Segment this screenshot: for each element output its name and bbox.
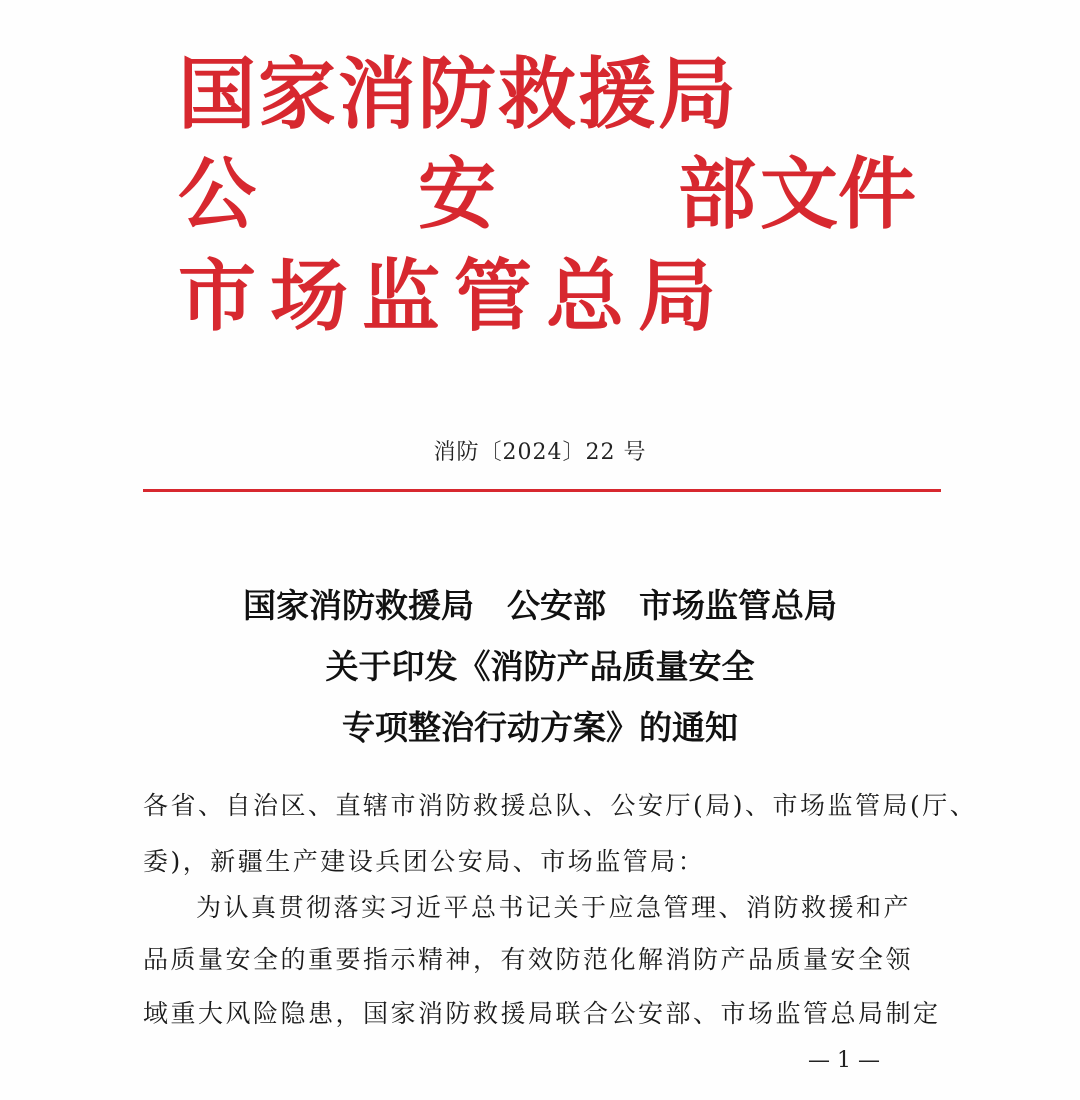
document-title-line-1: 国家消防救援局 公安部 市场监管总局 [243,586,837,625]
page-number: — 1 — [808,1048,880,1073]
document-title-line-2: 关于印发《消防产品质量安全 [325,647,755,686]
red-separator-line [143,489,941,492]
recipients-line-1: 各省、自治区、直辖市消防救援总队、公安厅(局)、市场监管局(厅、 [143,791,978,820]
issuer-header-wenjian: 文件 [760,149,917,240]
recipients-line-2: 委)，新疆生产建设兵团公安局、市场监管局： [143,847,706,876]
issuer-header-line-3: 市场监管总局 [178,251,731,342]
issuer-header-char-bu: 部 [678,149,757,240]
paragraph-line-3: 域重大风险隐患，国家消防救援局联合公安部、市场监管总局制定 [143,999,941,1028]
paragraph-line-2: 品质量安全的重要指示精神，有效防范化解消防产品质量安全领 [143,945,914,974]
issuer-header-line-1: 国家消防救援局 [178,49,739,140]
issuer-header-char-an: 安 [418,149,497,240]
document-title-line-3: 专项整治行动方案》的通知 [342,708,738,747]
issuer-header-line-2 [178,150,918,240]
paragraph-line-1: 为认真贯彻落实习近平总书记关于应急管理、消防救援和产 [196,893,912,922]
document-number: 消防〔2024〕22 号 [433,440,647,465]
issuer-header-char-gong: 公 [178,149,257,240]
